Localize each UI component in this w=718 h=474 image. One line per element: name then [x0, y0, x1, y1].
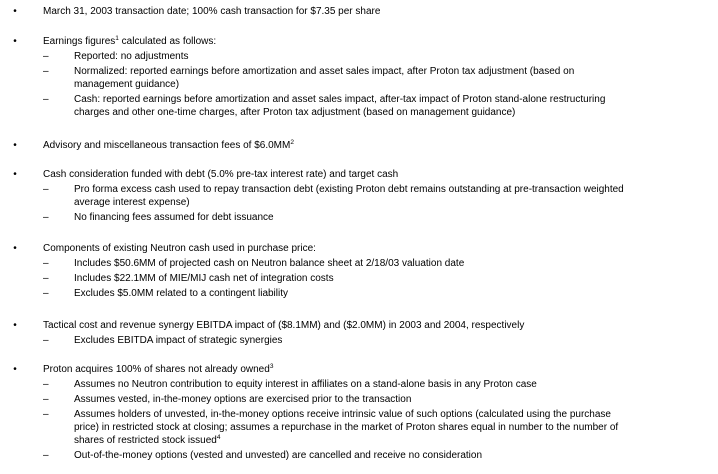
- sub-bullet-line: Includes $22.1MM of MIE/MIJ cash net of integration costs: [74, 273, 334, 284]
- bullet-text-continued: calculated as follows:: [118, 36, 217, 47]
- bullet-text: [43, 139, 294, 152]
- bullet-icon: •: [13, 243, 17, 254]
- sub-bullet-text: [74, 65, 574, 78]
- sub-bullet-text: [74, 196, 190, 209]
- bullet-icon: •: [13, 140, 17, 151]
- dash-icon: –: [43, 51, 49, 62]
- sub-bullet-line: No financing fees assumed for debt issuance: [74, 212, 274, 223]
- dash-icon: –: [43, 409, 49, 420]
- bullet-text: [43, 242, 316, 255]
- bullet-text-main: Tactical cost and revenue synergy EBITDA impact of ($8.1MM) and ($2.0MM) in 2003 and 2004, respectively: [43, 320, 525, 331]
- sub-bullet-line: Excludes $5.0MM related to a contingent liability: [74, 288, 289, 299]
- dash-icon: –: [43, 335, 49, 346]
- bullet-text-main: March 31, 2003 transaction date; 100% cash transaction for $7.35 per share: [43, 6, 381, 17]
- sub-bullet-line: price) in restricted stock at closing; assumes a repurchase in the market of Proton shares equal in number to the number of: [74, 422, 619, 433]
- bullet-icon: •: [13, 320, 17, 331]
- sub-bullet-line: Pro forma excess cash used to repay transaction debt (existing Proton debt remains outstanding at pre-transaction weighted: [74, 184, 624, 195]
- bullet-text: [43, 5, 380, 18]
- sub-bullet-text: [74, 334, 282, 347]
- bullet-icon: •: [13, 364, 17, 375]
- dash-icon: –: [43, 288, 49, 299]
- sub-bullet-line: Out-of-the-money options (vested and unvested) are cancelled and receive no consideration: [74, 450, 483, 461]
- sub-bullet-line: Normalized: reported earnings before amortization and asset sales impact, after Proton tax adjustment (based on: [74, 66, 575, 77]
- sub-bullet-text: [74, 408, 611, 421]
- bullet-text-main: Advisory and miscellaneous transaction fees of $6.0MM: [43, 140, 291, 151]
- sub-bullet-text: [74, 50, 189, 63]
- sub-bullet-line: Excludes EBITDA impact of strategic synergies: [74, 335, 283, 346]
- sub-bullet-text: [74, 106, 515, 119]
- sub-bullet-text: [74, 257, 464, 270]
- bullet-icon: •: [13, 36, 17, 47]
- sub-bullet-line: Assumes no Neutron contribution to equity interest in affiliates on a stand-alone basis in any Proton case: [74, 379, 537, 390]
- dash-icon: –: [43, 66, 49, 77]
- bullet-text-main: Cash consideration funded with debt (5.0% pre-tax interest rate) and target cash: [43, 169, 399, 180]
- bullet-text-main: Components of existing Neutron cash used in purchase price:: [43, 243, 316, 254]
- sub-bullet-text: [74, 211, 274, 224]
- sub-bullet-text: [74, 449, 482, 462]
- footnote-marker: 2: [290, 139, 294, 146]
- sub-bullet-line: management guidance): [74, 79, 180, 90]
- bullet-text: [43, 35, 216, 48]
- sub-bullet-line: shares of restricted stock issued: [74, 435, 217, 446]
- sub-bullet-line: Reported: no adjustments: [74, 51, 189, 62]
- bullet-text-main: Earnings figures: [43, 36, 116, 47]
- sub-bullet-text: [74, 393, 411, 406]
- sub-bullet-line: Assumes holders of unvested, in-the-money options receive intrinsic value of such options (calculated using the purchase: [74, 409, 611, 420]
- bullet-text: [43, 168, 398, 181]
- footnote-marker: 3: [269, 363, 274, 370]
- sub-bullet-line: charges and other one-time charges, after Proton tax adjustment (based on management guidance): [74, 107, 516, 118]
- bullet-icon: •: [13, 169, 17, 180]
- dash-icon: –: [43, 394, 49, 405]
- footnote-marker: 1: [115, 35, 119, 42]
- sub-bullet-text: [74, 378, 537, 391]
- sub-bullet-text: [74, 421, 618, 434]
- dash-icon: –: [43, 273, 49, 284]
- bullet-text-main: Proton acquires 100% of shares not already owned: [43, 364, 270, 375]
- dash-icon: –: [43, 258, 49, 269]
- sub-bullet-text: [74, 183, 624, 196]
- bullet-text: [43, 363, 273, 376]
- sub-bullet-line: Includes $50.6MM of projected cash on Neutron balance sheet at 2/18/03 valuation date: [74, 258, 465, 269]
- sub-bullet-text: [74, 93, 605, 106]
- sub-bullet-line: Cash: reported earnings before amortization and asset sales impact, after-tax impact of Proton stand-alone restructuring: [74, 94, 606, 105]
- bullet-icon: •: [13, 6, 17, 17]
- dash-icon: –: [43, 379, 49, 390]
- dash-icon: –: [43, 184, 49, 195]
- dash-icon: –: [43, 212, 49, 223]
- sub-bullet-text: [74, 287, 288, 300]
- sub-bullet-line: Assumes vested, in-the-money options are exercised prior to the transaction: [74, 394, 412, 405]
- dash-icon: –: [43, 94, 49, 105]
- sub-bullet-text: [74, 272, 334, 285]
- sub-bullet-text: [74, 434, 220, 447]
- footnote-marker: 4: [216, 434, 221, 441]
- sub-bullet-text: [74, 78, 179, 91]
- dash-icon: –: [43, 450, 49, 461]
- sub-bullet-line: average interest expense): [74, 197, 190, 208]
- bullet-text: [43, 319, 524, 332]
